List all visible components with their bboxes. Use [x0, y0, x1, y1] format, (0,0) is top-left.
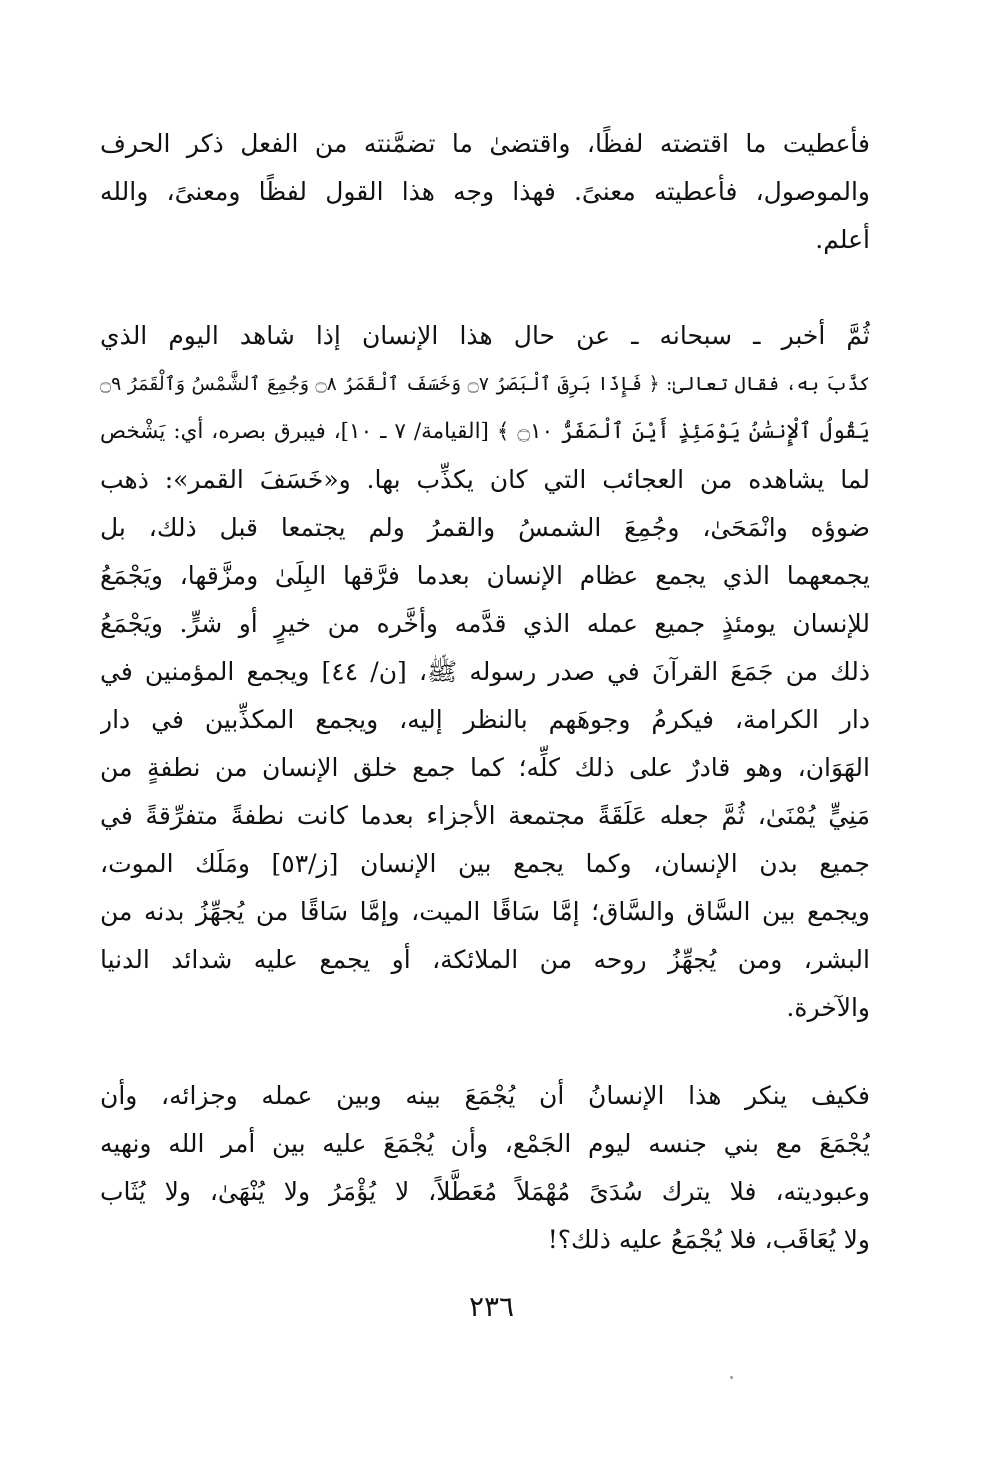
- page-number: ٢٣٦: [468, 1290, 515, 1323]
- text-line: فأعطيت ما اقتضته لفظًا، واقتضىٰ ما تضمَّنته من الفعل ذكر الحرف: [100, 129, 870, 158]
- text-line: ذلك من جَمَعَ القرآنَ في صدر رسوله ﷺ، [ن/ ٤٤] ويجمع المؤمنين في: [100, 657, 870, 686]
- text-line: دار الكرامة، فيكرمُ وجوهَهم بالنظر إليه، ويجمع المكذِّبين في دار: [100, 705, 870, 734]
- text-line: ضوؤه وانْمَحَىٰ، وجُمِعَ الشمسُ والقمرُ ولم يجتمعا قبل ذلك، بل: [100, 513, 870, 542]
- text-line: والآخرة.: [786, 993, 870, 1022]
- text-line: الهَوَان، وهو قادرٌ على ذلك كلِّه؛ كما جمع خلق الإنسان من نطفةٍ من: [100, 753, 870, 782]
- text-line: فكيف ينكر هذا الإنسانُ أن يُجْمَعَ بينه وبين عمله وجزائه، وأن: [100, 1081, 870, 1110]
- text-line: جميع بدن الإنسان، وكما يجمع بين الإنسان [ز/٥٣] ومَلَك الموت،: [100, 849, 870, 878]
- paragraph-3: [100, 1072, 870, 1264]
- text-line: ويجمع بين السَّاق والسَّاق؛ إمَّا سَاقًا الميت، وإمَّا سَاقًا من يُجهِّزُ بدنه من: [100, 897, 870, 926]
- text-line: البشر، ومن يُجهِّزُ روحه من الملائكة، أو يجمع عليه شدائد الدنيا: [100, 945, 870, 974]
- text-line: والموصول، فأعطيته معنىً. فهذا وجه هذا القول لفظًا ومعنىً، والله: [100, 177, 870, 206]
- text-line: لما يشاهده من العجائب التي كان يكذِّب بها. و«خَسَفَ القمر»: ذهب: [100, 465, 870, 494]
- text-line: ولا يُعَاقَب، فلا يُجْمَعُ عليه ذلك؟!: [547, 1225, 870, 1254]
- text-line: ثُمَّ أخبر ـ سبحانه ـ عن حال هذا الإنسان إذا شاهد اليوم الذي: [100, 321, 870, 350]
- text-line: مَنِيٍّ يُمْنَىٰ، ثُمَّ جعله عَلَقَةً مجتمعة الأجزاء بعدما كانت نطفةً متفرِّقةً في: [100, 801, 870, 830]
- paragraph-1: [100, 120, 870, 264]
- text-line: يجمعهما الذي يجمع عظام الإنسان بعدما فرَّقها البِلَىٰ ومزَّقها، ويَجْمَعُ: [100, 561, 870, 590]
- text-line: أعلم.: [815, 225, 870, 254]
- text-line: للإنسان يومئذٍ جميع عمله الذي قدَّمه وأخَّره من خيرٍ أو شرٍّ. ويَجْمَعُ: [100, 609, 870, 638]
- text-line: وعبوديته، فلا يترك سُدَىً مُهْمَلاً مُعَطَّلاً، لا يُؤْمَرُ ولا يُنْهَىٰ، ولا يُثَاب: [100, 1177, 870, 1206]
- quran-verse-line: يَقُولُ ٱلْإِنسَٰنُ يَوْمَئِذٍ أَيْنَ ٱلْمَفَرُّ ۝١٠ ﴾ [القيامة/ ٧ ـ ١٠]، فيبرق بصره، أي: يَشْخص: [100, 419, 870, 444]
- text-line: يُجْمَعَ مع بني جنسه ليوم الجَمْع، وأن يُجْمَعَ عليه بين أمر الله ونهيه: [100, 1129, 870, 1158]
- scan-speck: [730, 1376, 733, 1379]
- quran-verse-line: كذَّبَ به، فقال تعالىٰ: ﴿ فَإِذَا بَرِقَ ٱلْبَصَرُ ۝٧ وَخَسَفَ ٱلْقَمَرُ ۝٨ وَجُمِعَ ٱلشَّمْسُ وَٱلْقَمَرُ ۝٩: [100, 373, 870, 395]
- paragraph-2: [100, 312, 870, 1032]
